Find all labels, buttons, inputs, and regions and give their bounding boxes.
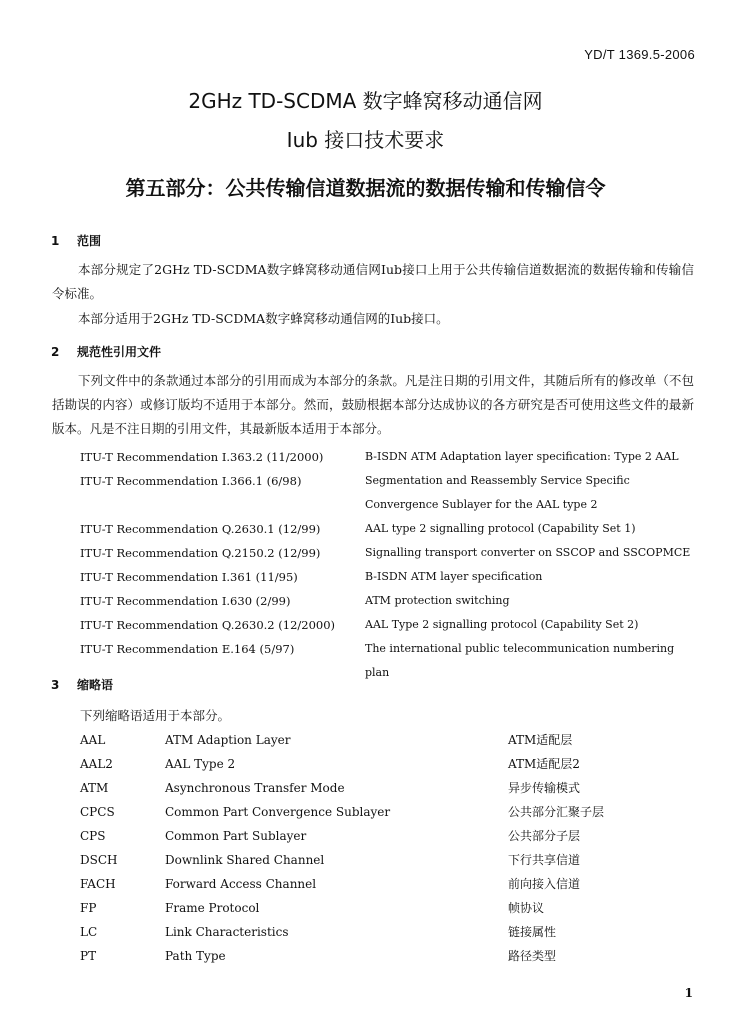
abbreviation-chinese: 公共部分子层 — [508, 829, 581, 843]
abbreviation-row — [80, 896, 700, 920]
abbreviation-row — [80, 824, 700, 848]
abbreviations-intro: 下列缩略语适用于本部分。 — [80, 708, 231, 723]
standard-number: YD/T 1369.5-2006 — [584, 47, 695, 62]
abbreviation-english: Frame Protocol — [165, 901, 260, 915]
abbreviation-chinese: 路径类型 — [508, 949, 557, 963]
reference-row — [80, 517, 695, 541]
reference-id: ITU-T Recommendation E.164 (5/97) — [80, 642, 295, 656]
reference-description: B-ISDN ATM Adaptation layer specification: Type 2 AAL — [365, 450, 679, 463]
title-line-1: 2GHz TD-SCDMA 数字蜂窝移动通信网 — [188, 89, 543, 113]
abbreviation-english: Common Part Convergence Sublayer — [165, 805, 391, 819]
section-number: 2 — [51, 345, 60, 359]
section-title: 规范性引用文件 — [77, 345, 162, 359]
abbreviation-code: DSCH — [80, 853, 118, 867]
section-heading-abbreviations — [51, 676, 113, 693]
abbreviation-chinese: 帧协议 — [508, 901, 545, 915]
abbreviation-code: CPS — [80, 829, 106, 843]
abbreviation-row — [80, 872, 700, 896]
abbreviation-chinese: ATM适配层 — [508, 733, 573, 747]
abbreviation-chinese: 异步传输模式 — [508, 781, 581, 795]
reference-id: ITU-T Recommendation I.630 (2/99) — [80, 594, 291, 608]
scope-paragraph-2: 本部分适用于2GHz TD-SCDMA数字蜂窝移动通信网的Iub接口。 — [78, 311, 449, 326]
section-number: 3 — [51, 678, 60, 692]
normative-refs-intro: 下列文件中的条款通过本部分的引用而成为本部分的条款。凡是注日期的引用文件，其随后所有的修改单（不包括勘误的内容）或修订版均不适用于本部分。然而，鼓励根据本部分达成协议的各方研究是否可使用这些文件的最新版本。凡是不注日期的引用文件，其最新版本适用于本部分。 — [52, 373, 694, 436]
abbreviation-code: LC — [80, 925, 98, 939]
reference-id: ITU-T Recommendation Q.2630.1 (12/99) — [80, 522, 321, 536]
section-title: 缩略语 — [77, 678, 114, 692]
title-line-2: Iub 接口技术要求 — [286, 128, 445, 152]
abbreviation-code: ATM — [80, 781, 109, 795]
reference-description: B-ISDN ATM layer specification — [365, 570, 543, 583]
reference-row — [80, 445, 695, 469]
abbreviation-code: PT — [80, 949, 97, 963]
reference-description: AAL type 2 signalling protocol (Capability Set 1) — [365, 522, 636, 535]
abbreviation-english: Common Part Sublayer — [165, 829, 307, 843]
abbreviation-code: AAL — [80, 733, 106, 747]
abbreviation-english: AAL Type 2 — [165, 757, 236, 771]
reference-id: ITU-T Recommendation I.361 (11/95) — [80, 570, 298, 584]
abbreviation-code: CPCS — [80, 805, 115, 819]
reference-id: ITU-T Recommendation Q.2150.2 (12/99) — [80, 546, 321, 560]
abbreviation-chinese: 前向接入信道 — [508, 877, 581, 891]
reference-id: ITU-T Recommendation Q.2630.2 (12/2000) — [80, 618, 336, 632]
abbreviation-english: Downlink Shared Channel — [165, 853, 325, 867]
abbreviation-row — [80, 848, 700, 872]
reference-description: ATM protection switching — [365, 594, 510, 607]
abbreviation-code: FP — [80, 901, 97, 915]
abbreviation-english: ATM Adaption Layer — [165, 733, 291, 747]
reference-row — [80, 637, 695, 685]
abbreviation-english: Forward Access Channel — [165, 877, 317, 891]
abbreviation-row — [80, 728, 700, 752]
title-line-3: 第五部分：公共传输信道数据流的数据传输和传输信令 — [125, 176, 606, 200]
reference-row — [80, 469, 695, 517]
abbreviation-english: Asynchronous Transfer Mode — [165, 781, 345, 795]
abbreviation-chinese: 链接属性 — [508, 925, 557, 939]
section-heading-normative-refs — [51, 343, 161, 360]
abbreviation-list — [80, 728, 700, 968]
abbreviation-chinese: 下行共享信道 — [508, 853, 581, 867]
reference-row — [80, 541, 695, 565]
abbreviation-code: FACH — [80, 877, 116, 891]
section-number: 1 — [51, 234, 60, 248]
section-title: 范围 — [77, 234, 102, 248]
reference-description: Signalling transport converter on SSCOP and SSCOPMCE — [365, 546, 691, 559]
reference-row — [80, 589, 695, 613]
abbreviation-english: Link Characteristics — [165, 925, 289, 939]
reference-row — [80, 613, 695, 637]
abbreviation-row — [80, 752, 700, 776]
reference-row — [80, 565, 695, 589]
abbreviation-row — [80, 920, 700, 944]
abbreviation-row — [80, 776, 700, 800]
scope-paragraph-1: 本部分规定了2GHz TD-SCDMA数字蜂窝移动通信网Iub接口上用于公共传输信道数据流的数据传输和传输信令标准。 — [52, 262, 694, 301]
reference-description: Segmentation and Reassembly Service Specific Convergence Sublayer for the AAL type 2 — [365, 474, 630, 511]
reference-description: The international public telecommunication numbering plan — [365, 642, 675, 679]
abbreviation-row — [80, 800, 700, 824]
reference-id: ITU-T Recommendation I.363.2 (11/2000) — [80, 450, 324, 464]
reference-list — [80, 445, 695, 685]
page-number: 1 — [684, 986, 693, 1000]
abbreviation-chinese: ATM适配层2 — [508, 757, 580, 771]
abbreviation-chinese: 公共部分汇聚子层 — [508, 805, 605, 819]
abbreviation-code: AAL2 — [80, 757, 113, 771]
reference-id: ITU-T Recommendation I.366.1 (6/98) — [80, 474, 302, 488]
abbreviation-english: Path Type — [165, 949, 226, 963]
abbreviation-row — [80, 944, 700, 968]
reference-description: AAL Type 2 signalling protocol (Capability Set 2) — [365, 618, 639, 631]
section-heading-scope — [51, 232, 101, 249]
